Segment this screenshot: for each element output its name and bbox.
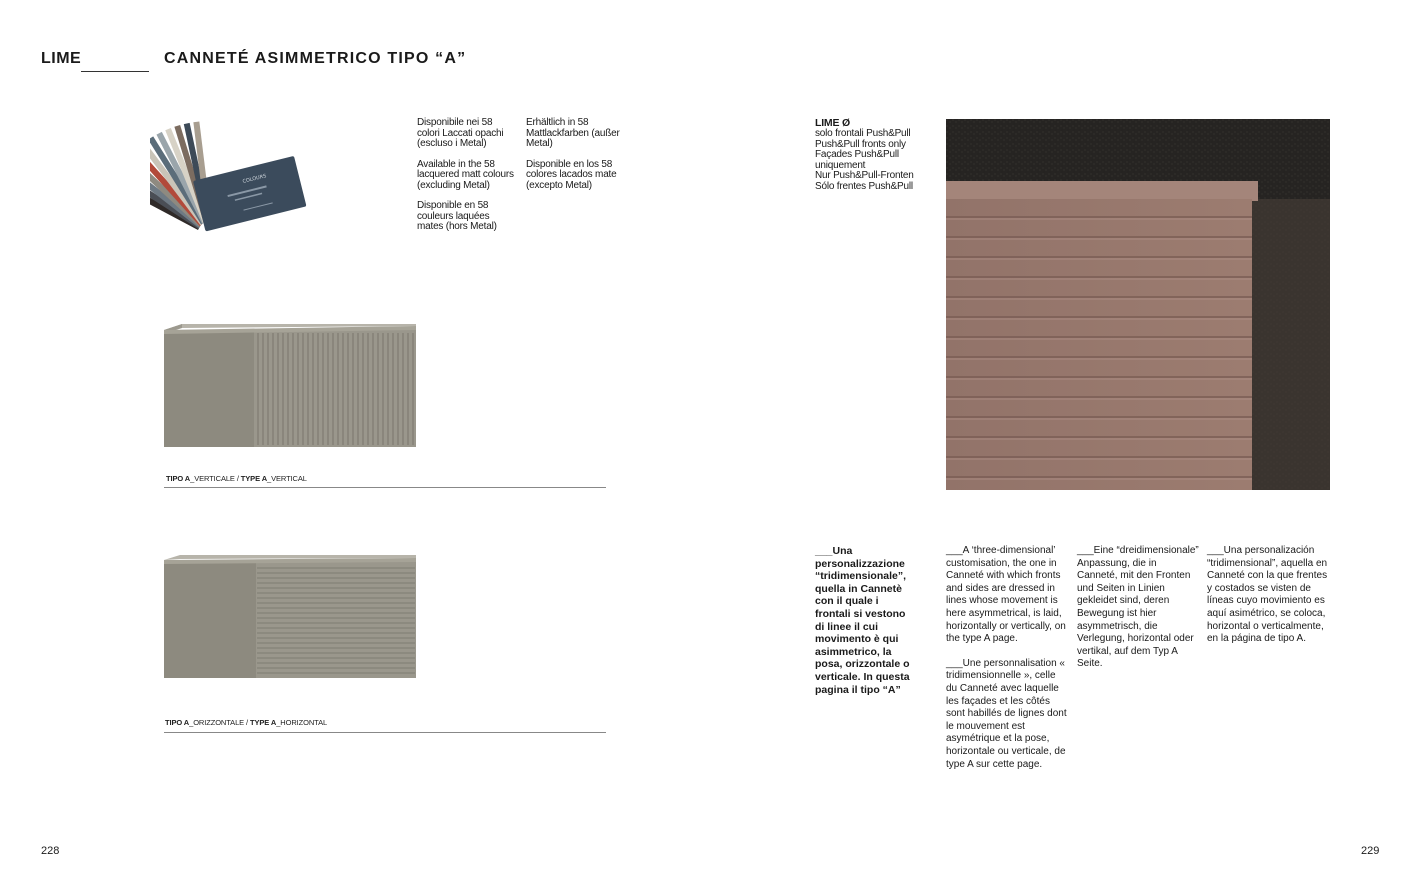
lime-zero-line: Nur Push&Pull-Fronten — [815, 170, 914, 181]
colour-availability-col-a — [417, 118, 517, 243]
description-es: ___Una personalización “tridimensional”, aquella en Canneté con la que frentes y costados se visten de líneas cuyo movimiento es aquí asimétrico, se coloca, horizontal o verticalmente, en la página de tipo A. — [1207, 545, 1328, 645]
caption-vertical: TIPO A_VERTICALE / TYPE A_VERTICAL — [166, 474, 307, 483]
detail-photo — [946, 119, 1330, 490]
page-title: CANNETÉ ASIMMETRICO TIPO “A” — [164, 50, 467, 67]
availability-es: Disponible en los 58 colores lacados mate (excepto Metal) — [526, 158, 617, 191]
availability-it: Disponibile nei 58 colori Laccati opachi (escluso i Metal) — [417, 117, 504, 149]
lime-zero-line: Façades Push&Pull uniquement — [815, 149, 899, 171]
description-en: ___A ‘three-dimensional’ customisation, the one in Canneté with which fronts and sides are dressed in lines whose movement is here asymmetrical, is laid, horizontally or vertically, on the type A page. — [946, 545, 1066, 645]
colour-availability-col-b — [526, 118, 626, 201]
availability-en: Available in the 58 lacquered matt colours (excluding Metal) — [417, 158, 514, 191]
page-number-right: 229 — [1361, 845, 1380, 857]
brand-underline — [81, 71, 149, 72]
divider — [164, 487, 606, 488]
lime-zero-heading: LIME Ø — [815, 117, 850, 129]
description-it: ___Una personalizzazione “tridimensionale”, quella in Cannetè con il quale i frontali si vestono di linee il cui movimento è qui asimmetrico, la posa, orizzontale o verticale. In questa pagina il tipo “A” — [815, 545, 910, 696]
colour-fan-image — [150, 115, 310, 245]
lime-zero-line: Push&Pull fronts only — [815, 138, 906, 150]
caption-horizontal: TIPO A_ORIZZONTALE / TYPE A_HORIZONTAL — [165, 718, 328, 727]
lime-zero-line: solo frontali Push&Pull — [815, 128, 911, 139]
divider — [164, 732, 606, 733]
brand-name: LIME — [41, 50, 82, 67]
lime-zero-block — [815, 118, 935, 192]
description-de: ___Eine “dreidimensionale” Anpassung, die in Canneté, mit den Fronten und Seiten in Linien gekleidet sind, deren Bewegung ist hier asymmetrisch, die Verlegung, horizontal oder vertikal, auf dem Typ A Seite. — [1077, 545, 1199, 670]
page-number-left: 228 — [41, 845, 60, 857]
description-fr: ___Une personnalisation « tridimensionnelle », celle du Canneté avec laquelle les façades et les côtés sont habillés de lignes dont le mouvement est asymétrique et la pose, horizontale ou verticale, de type A sur cette page. — [946, 657, 1067, 770]
lime-zero-line: Sólo frentes Push&Pull — [815, 180, 913, 192]
cabinet-vertical-image — [160, 318, 422, 458]
description-col-en-fr — [946, 545, 1068, 783]
cabinet-horizontal-image — [160, 550, 422, 685]
availability-de: Erhältlich in 58 Mattlackfarben (außer Metal) — [526, 117, 620, 149]
availability-fr: Disponible en 58 couleurs laquées mates (hors Metal) — [417, 200, 497, 232]
fan-label: COLOURS — [241, 173, 268, 185]
